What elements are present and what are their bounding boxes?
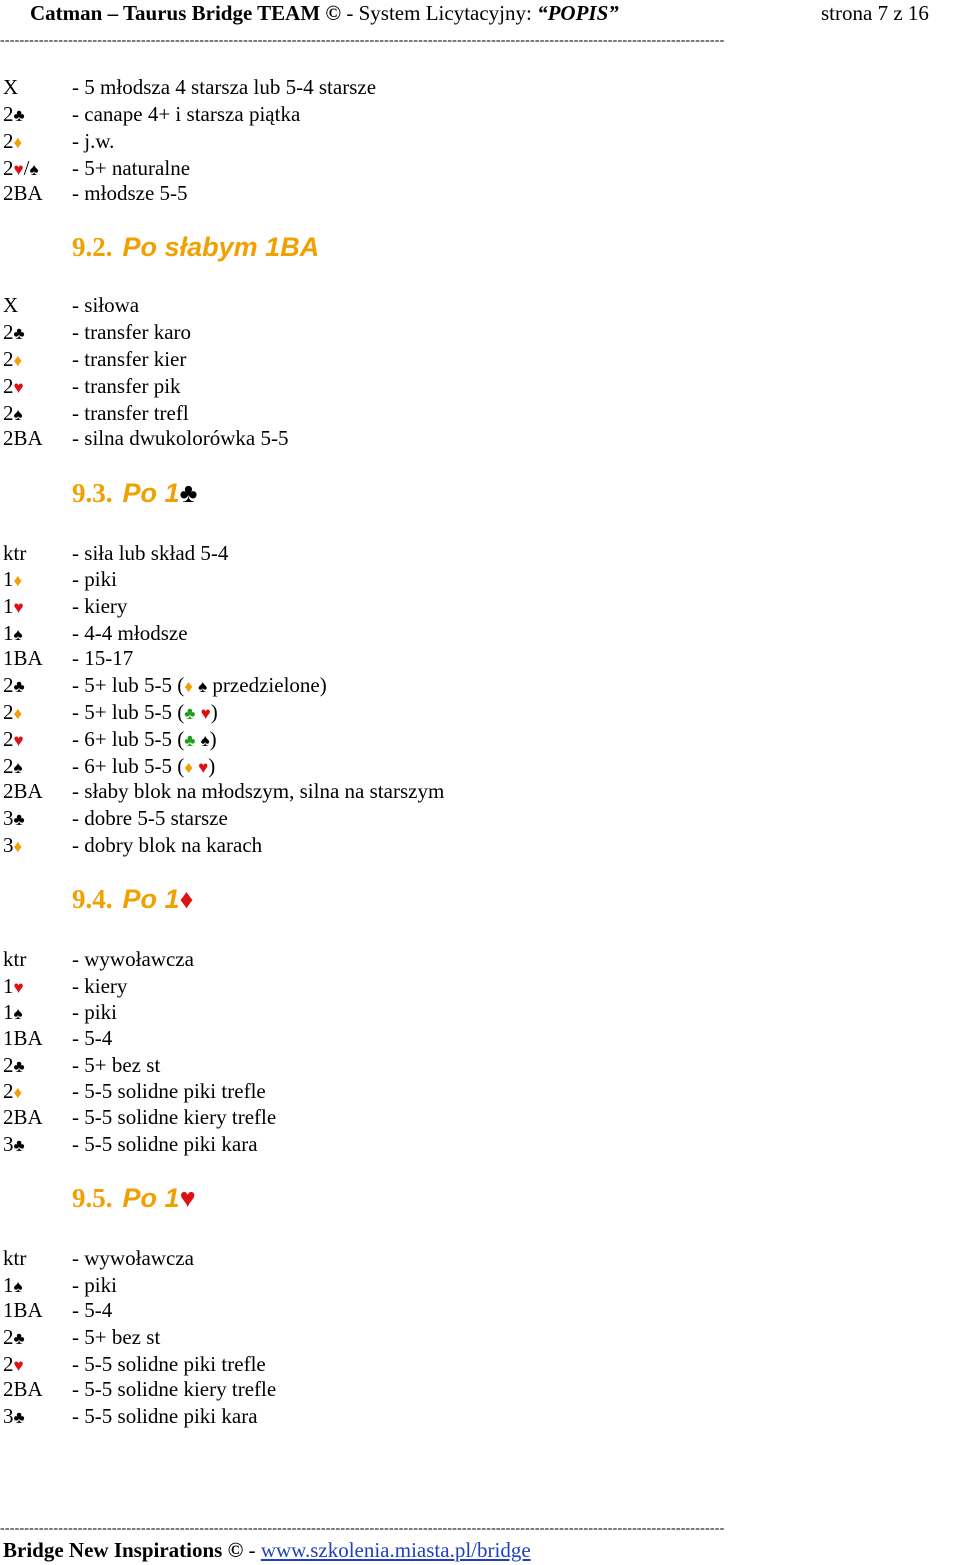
header-title bbox=[30, 0, 619, 26]
bid-label: 2♦ bbox=[3, 1079, 23, 1103]
bid-label: 2♥/♠ bbox=[3, 156, 39, 180]
bid-label: 1♦ bbox=[3, 567, 23, 591]
bid-label: 2♠ bbox=[3, 754, 23, 778]
section-heading bbox=[72, 882, 193, 916]
bid-description: - 5-5 solidne piki trefle bbox=[72, 1352, 266, 1376]
footer-link[interactable]: www.szkolenia.miasta.pl/bridge bbox=[260, 1538, 531, 1562]
bid-description: - słaby blok na młodszym, silna na starszym bbox=[72, 779, 445, 803]
bid-label: 1♥ bbox=[3, 594, 24, 618]
bid-label: 2♦ bbox=[3, 129, 23, 153]
bid-description: - 5-4 bbox=[72, 1026, 113, 1050]
bid-description: - 6+ lub 5-5 (♦ ♥) bbox=[72, 754, 216, 778]
bid-label: 1BA bbox=[3, 1298, 43, 1322]
bid-description: - dobry blok na karach bbox=[72, 833, 263, 857]
copyright-icon: © bbox=[325, 1, 342, 25]
bid-label: 2♥ bbox=[3, 374, 24, 398]
bid-label: 1♥ bbox=[3, 974, 24, 998]
header-system-label: - System Licytacyjny: bbox=[346, 1, 532, 25]
bid-label: 2BA bbox=[3, 426, 43, 450]
footer-copyright-icon: © bbox=[227, 1538, 244, 1562]
footer-dash: - bbox=[248, 1538, 256, 1562]
bid-label: ktr bbox=[3, 541, 27, 565]
bid-description: - 5-5 solidne piki kara bbox=[72, 1132, 258, 1156]
bid-description: - piki bbox=[72, 1273, 117, 1297]
bid-description: - 6+ lub 5-5 (♣ ♠) bbox=[72, 727, 217, 751]
bid-description: - transfer pik bbox=[72, 374, 181, 398]
bid-description: - 5+ bez st bbox=[72, 1325, 161, 1349]
bid-description: - 5+ naturalne bbox=[72, 156, 191, 180]
bid-description: - siła lub skład 5-4 bbox=[72, 541, 229, 565]
bid-label: 1♠ bbox=[3, 621, 23, 645]
bid-label: 2♦ bbox=[3, 347, 23, 371]
bid-description: - j.w. bbox=[72, 129, 115, 153]
bid-description: - 5-5 solidne piki kara bbox=[72, 1404, 258, 1428]
bid-label: 2BA bbox=[3, 1377, 43, 1401]
section-title: Po 1♣ bbox=[122, 478, 198, 508]
bid-description: - transfer karo bbox=[72, 320, 192, 344]
bid-label: 2♣ bbox=[3, 102, 25, 126]
bid-description: - 5+ lub 5-5 (♣ ♥) bbox=[72, 700, 218, 724]
bid-description: - piki bbox=[72, 567, 117, 591]
bid-description: - 5-5 solidne kiery trefle bbox=[72, 1105, 277, 1129]
page-number: strona 7 z 16 bbox=[821, 1, 929, 25]
bid-description: - 5-5 solidne piki trefle bbox=[72, 1079, 266, 1103]
footer-separator: ----------------------------------------------------------------------------------------------------------------------------------------------------- bbox=[0, 1522, 725, 1536]
bid-label: 2BA bbox=[3, 181, 43, 205]
bid-label: 3♣ bbox=[3, 1404, 25, 1428]
header-team: Catman – Taurus Bridge TEAM bbox=[30, 1, 321, 25]
bid-description: - 4-4 młodsze bbox=[72, 621, 188, 645]
bid-description: - silna dwukolorówka 5-5 bbox=[72, 426, 289, 450]
bid-label: 1♠ bbox=[3, 1273, 23, 1297]
bid-description: - wywoławcza bbox=[72, 1246, 194, 1270]
bid-label: ktr bbox=[3, 947, 27, 971]
bid-label: 2♣ bbox=[3, 1053, 25, 1077]
bid-label: 2♣ bbox=[3, 1325, 25, 1349]
bid-label: 2♣ bbox=[3, 320, 25, 344]
section-number: 9.2. bbox=[72, 232, 113, 262]
bid-description: - 5-5 solidne kiery trefle bbox=[72, 1377, 277, 1401]
bid-description: - transfer trefl bbox=[72, 401, 189, 425]
bid-label: 3♣ bbox=[3, 806, 25, 830]
bid-description: - 5-4 bbox=[72, 1298, 113, 1322]
section-title: Po słabym 1BA bbox=[122, 232, 320, 262]
header-separator: ----------------------------------------------------------------------------------------------------------------------------------------------------- bbox=[0, 34, 725, 48]
section-title: Po 1♦ bbox=[122, 884, 194, 914]
bid-description: - 5 młodsza 4 starsza lub 5-4 starsze bbox=[72, 75, 377, 99]
bid-label: 2♥ bbox=[3, 727, 24, 751]
bid-description: - 5+ bez st bbox=[72, 1053, 161, 1077]
bid-description: - piki bbox=[72, 1000, 117, 1024]
bid-label: 3♣ bbox=[3, 1132, 25, 1156]
bid-description: - wywoławcza bbox=[72, 947, 194, 971]
bid-label: ktr bbox=[3, 1246, 27, 1270]
bid-description: - canape 4+ i starsza piątka bbox=[72, 102, 301, 126]
bid-description: - 5+ lub 5-5 (♦ ♠ przedzielone) bbox=[72, 673, 327, 697]
section-heading bbox=[72, 1181, 196, 1215]
bid-label: 2BA bbox=[3, 779, 43, 803]
page-footer bbox=[3, 1537, 531, 1563]
section-heading bbox=[72, 476, 197, 510]
bid-description: - kiery bbox=[72, 974, 128, 998]
bid-description: - siłowa bbox=[72, 293, 140, 317]
footer-brand: Bridge New Inspirations bbox=[3, 1538, 223, 1562]
bid-label: 2♥ bbox=[3, 1352, 24, 1376]
header-system-name: “POPIS” bbox=[537, 1, 619, 25]
section-heading bbox=[72, 230, 319, 264]
bid-label: 2♦ bbox=[3, 700, 23, 724]
section-number: 9.5. bbox=[72, 1183, 113, 1213]
bid-description: - młodsze 5-5 bbox=[72, 181, 188, 205]
bid-description: - dobre 5-5 starsze bbox=[72, 806, 228, 830]
bid-label: 2BA bbox=[3, 1105, 43, 1129]
section-number: 9.4. bbox=[72, 884, 113, 914]
bid-description: - transfer kier bbox=[72, 347, 187, 371]
bid-label: 1BA bbox=[3, 646, 43, 670]
section-number: 9.3. bbox=[72, 478, 113, 508]
section-title: Po 1♥ bbox=[122, 1183, 196, 1213]
bid-description: - kiery bbox=[72, 594, 128, 618]
bid-description: - 15-17 bbox=[72, 646, 134, 670]
bid-label: 1BA bbox=[3, 1026, 43, 1050]
bid-label: 1♠ bbox=[3, 1000, 23, 1024]
bid-label: X bbox=[3, 75, 19, 99]
bid-label: 2♣ bbox=[3, 673, 25, 697]
bid-label: 3♦ bbox=[3, 833, 23, 857]
bid-label: X bbox=[3, 293, 19, 317]
bid-label: 2♠ bbox=[3, 401, 23, 425]
